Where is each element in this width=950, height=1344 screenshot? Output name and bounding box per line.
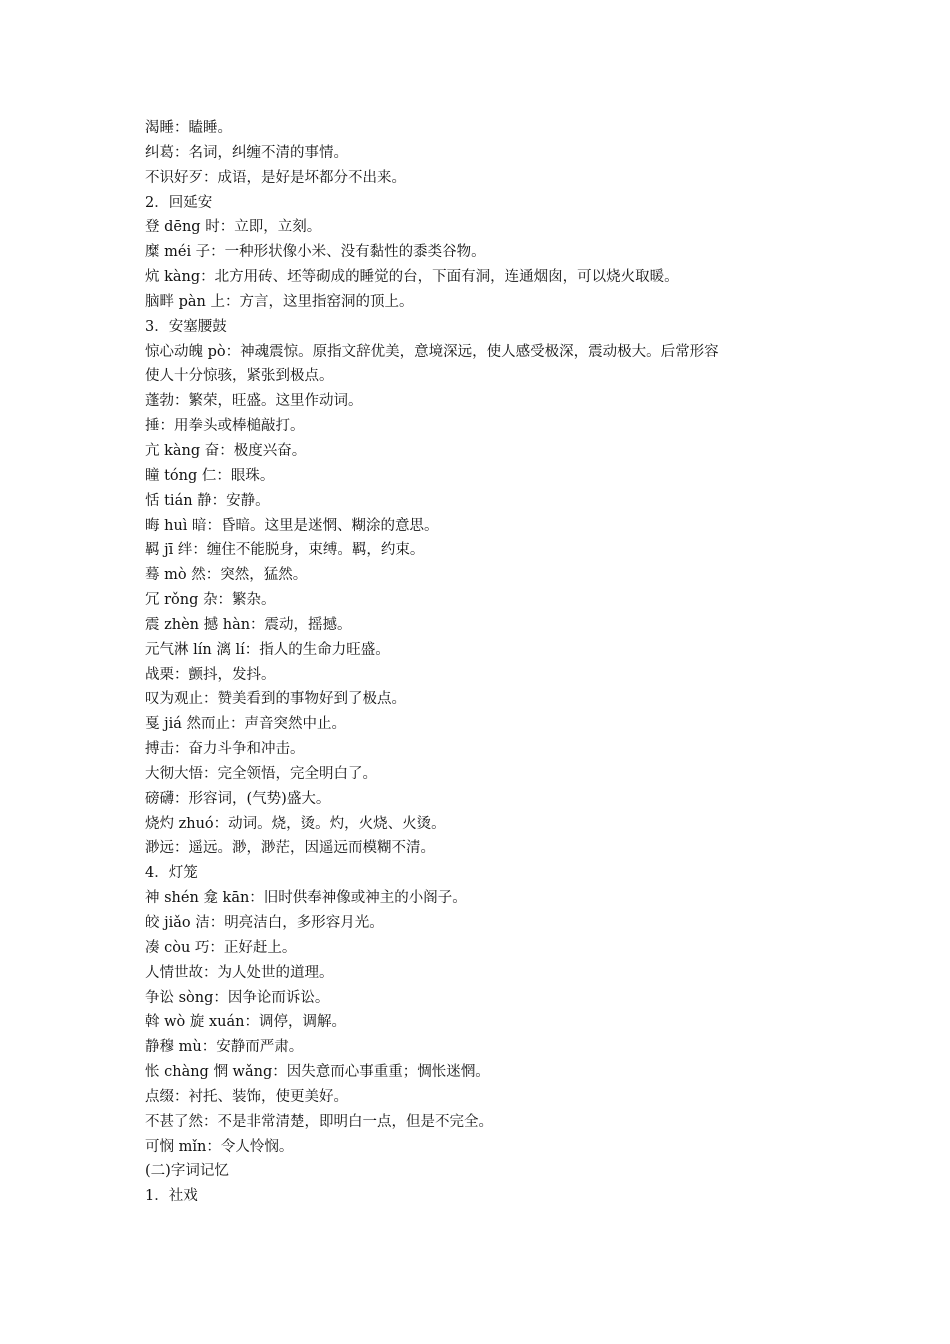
text-line: 怅 chàng 惘 wǎng：因失意而心事重重；惆怅迷惘。	[145, 1064, 490, 1081]
text-line: 争讼 sòng：因争论而诉讼。	[145, 989, 330, 1006]
text-line: 静穆 mù：安静而严肃。	[145, 1039, 304, 1056]
text-line: 战栗：颤抖，发抖。	[145, 666, 276, 683]
text-line: 不甚了然：不是非常清楚，即明白一点，但是不完全。	[145, 1113, 493, 1130]
text-line: 磅礴：形容词，(气势)盛大。	[145, 790, 331, 807]
document-body	[145, 116, 825, 1209]
text-line: 捶：用拳头或棒槌敲打。	[145, 418, 305, 435]
section-heading: 2．回延安	[145, 194, 213, 211]
text-line: 恬 tián 静：安静。	[145, 492, 270, 509]
section-heading: (二)字词记忆	[145, 1163, 229, 1180]
text-line: 皎 jiǎo 洁：明亮洁白，多形容月光。	[145, 915, 384, 931]
text-line: 凑 còu 巧：正好赶上。	[145, 939, 297, 956]
text-line: 神 shén 龛 kān：旧时供奉神像或神主的小阁子。	[145, 890, 467, 907]
text-line: 烧灼 zhuó：动词。烧，烫。灼，火烧、火烫。	[145, 815, 446, 832]
text-line: 炕 kàng：北方用砖、坯等砌成的睡觉的台，下面有洞，连通烟囱，可以烧火取暖。	[145, 269, 679, 286]
text-line: 亢 kàng 奋：极度兴奋。	[145, 442, 307, 459]
text-line: 渴睡：瞌睡。	[145, 120, 232, 136]
section-heading: 1．社戏	[145, 1188, 198, 1205]
section-heading: 3．安塞腰鼓	[145, 318, 227, 335]
text-line: 搏击：奋力斗争和冲击。	[145, 741, 305, 758]
text-line: 使人十分惊骇，紧张到极点。	[145, 368, 334, 385]
section-heading: 4．灯笼	[145, 865, 198, 882]
text-line: 人情世故：为人处世的道理。	[145, 964, 334, 981]
text-line: 大彻大悟：完全领悟，完全明白了。	[145, 765, 377, 782]
text-line: 登 dēng 时：立即，立刻。	[145, 219, 322, 236]
text-line: 晦 huì 暗：昏暗。这里是迷惘、糊涂的意思。	[145, 517, 439, 534]
text-line: 羁 jī 绊：缠住不能脱身，束缚。羁，约束。	[145, 542, 425, 559]
text-line: 点缀：衬托、装饰，使更美好。	[145, 1088, 348, 1105]
text-line: 脑畔 pàn 上：方言，这里指窑洞的顶上。	[145, 293, 414, 310]
text-line: 纠葛：名词，纠缠不清的事情。	[145, 144, 348, 161]
text-line: 蓬勃：繁荣，旺盛。这里作动词。	[145, 393, 363, 410]
text-line: 可悯 mǐn：令人怜悯。	[145, 1138, 294, 1155]
text-line: 元气淋 lín 漓 lí：指人的生命力旺盛。	[145, 641, 390, 658]
text-line: 糜 méi 子：一种形状像小米、没有黏性的黍类谷物。	[145, 244, 486, 261]
text-line: 瞳 tóng 仁：眼珠。	[145, 467, 275, 484]
text-line: 不识好歹：成语，是好是坏都分不出来。	[145, 169, 406, 186]
text-line: 叹为观止：赞美看到的事物好到了极点。	[145, 691, 406, 708]
text-line: 惊心动魄 pò：神魂震惊。原指文辞优美，意境深远，使人感受极深，震动极大。后常形容	[145, 343, 719, 360]
text-line: 震 zhèn 撼 hàn：震动，摇撼。	[145, 616, 352, 633]
text-line: 戛 jiá 然而止：声音突然中止。	[145, 716, 346, 733]
text-line: 冗 rǒng 杂：繁杂。	[145, 592, 276, 609]
text-line: 蓦 mò 然：突然，猛然。	[145, 567, 308, 584]
text-line: 斡 wò 旋 xuán：调停，调解。	[145, 1014, 346, 1031]
text-line: 渺远：遥远。渺，渺茫，因遥远而模糊不清。	[145, 840, 435, 857]
